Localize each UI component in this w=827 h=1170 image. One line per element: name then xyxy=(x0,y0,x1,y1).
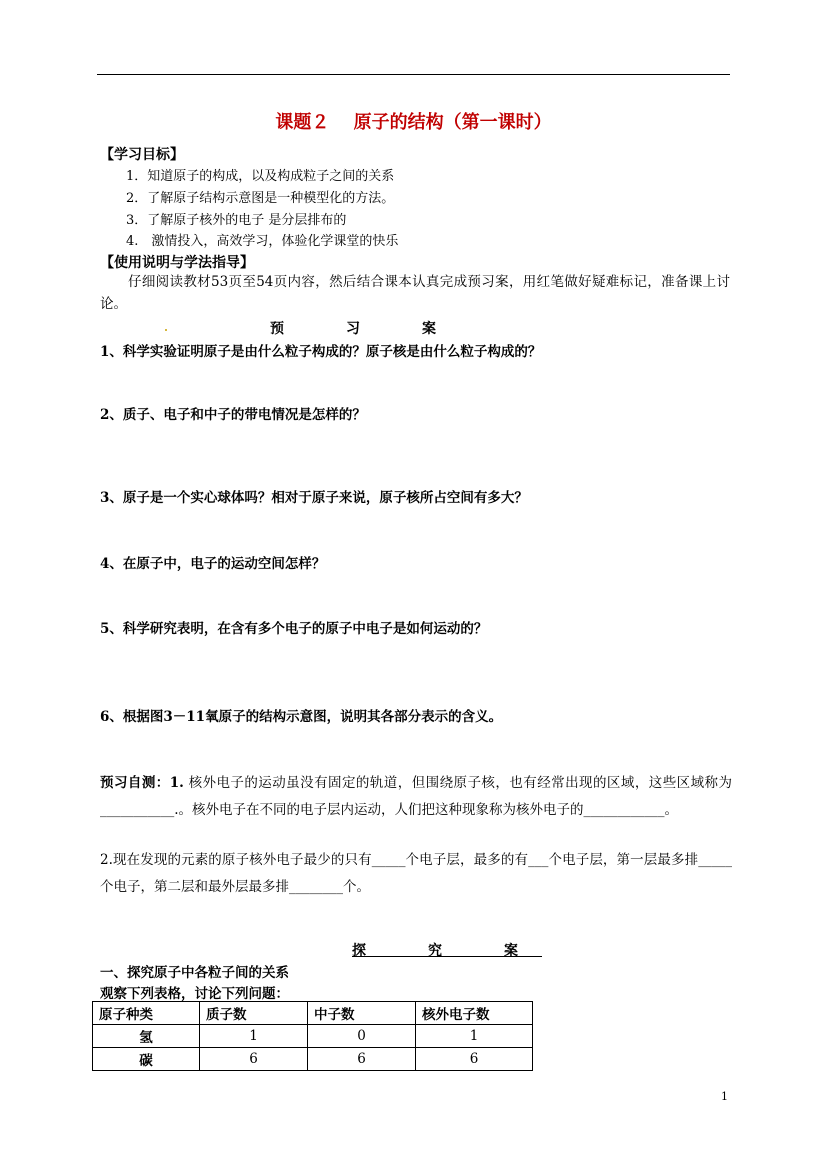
self-test-label: 预习自测：1. xyxy=(100,775,184,791)
table-cell: 1 xyxy=(416,1025,533,1048)
stray-mark xyxy=(165,329,167,331)
table-cell: 氢 xyxy=(93,1025,200,1048)
table-header-cell: 核外电子数 xyxy=(416,1002,533,1025)
preview-heading: 预 习 案 xyxy=(270,321,460,337)
self-test-1 xyxy=(100,770,732,824)
table-header-cell: 质子数 xyxy=(200,1002,308,1025)
goal-item: 2．了解原子结构示意图是一种模型化的方法。 xyxy=(126,191,395,206)
self-test-text: 核外电子的运动虽没有固定的轨道，但围绕原子核，也有经常出现的区域，这些区域称为___________.。核外电子在不同的电子层内运动，人们把这种现象称为核外电子的____________。 xyxy=(100,775,732,818)
table-cell: 6 xyxy=(200,1048,308,1071)
table-header-cell: 原子种类 xyxy=(93,1002,200,1025)
table-cell: 碳 xyxy=(93,1048,200,1071)
table-cell: 1 xyxy=(200,1025,308,1048)
particle-table xyxy=(92,1001,533,1071)
preview-question: 3、原子是一个实心球体吗？相对于原子来说，原子核所占空间有多大？ xyxy=(100,490,528,506)
table-header-cell: 中子数 xyxy=(308,1002,416,1025)
guide-text: 仔细阅读教材53页至54页内容，然后结合课本认真完成预习案，用红笔做好疑难标记，准备课上讨论。 xyxy=(100,274,730,312)
explore-section: 一、探究原子中各粒子间的关系 xyxy=(100,965,289,981)
preview-question: 6、根据图3－11氧原子的结构示意图，说明其各部分表示的含义。 xyxy=(100,709,503,725)
goals-heading: 【学习目标】 xyxy=(100,147,184,163)
table-row xyxy=(93,1025,533,1048)
table-cell: 6 xyxy=(308,1048,416,1071)
page-title: 课题２ 原子的结构（第一课时） xyxy=(275,112,552,133)
page-number: 1 xyxy=(721,1090,728,1103)
header-rule xyxy=(97,74,730,75)
explore-instruction: 观察下列表格，讨论下列问题： xyxy=(100,986,289,1002)
guide-heading: 【使用说明与学法指导】 xyxy=(100,255,254,271)
preview-question: 4、在原子中，电子的运动空间怎样？ xyxy=(100,556,326,572)
preview-question: 1、科学实验证明原子是由什么粒子构成的？原子核是由什么粒子构成的？ xyxy=(100,344,542,360)
table-header-row xyxy=(93,1002,533,1025)
table-row xyxy=(93,1048,533,1071)
self-test-2: 2.现在发现的元素的原子核外电子最少的只有_____个电子层，最多的有___个电子层，第一层最多排_____个电子，第二层和最外层最多排________个。 xyxy=(100,852,732,895)
explore-heading: 探 究 案 xyxy=(352,943,542,959)
goal-item: 4. 激情投入，高效学习，体验化学课堂的快乐 xyxy=(126,234,399,249)
goal-item: 3．了解原子核外的电子 是分层排布的 xyxy=(126,213,347,228)
table-cell: 0 xyxy=(308,1025,416,1048)
preview-question: 5、科学研究表明，在含有多个电子的原子中电子是如何运动的？ xyxy=(100,621,488,637)
goal-item: 1．知道原子的构成，以及构成粒子之间的关系 xyxy=(126,169,395,184)
table-cell: 6 xyxy=(416,1048,533,1071)
preview-question: 2、质子、电子和中子的带电情况是怎样的？ xyxy=(100,407,366,423)
